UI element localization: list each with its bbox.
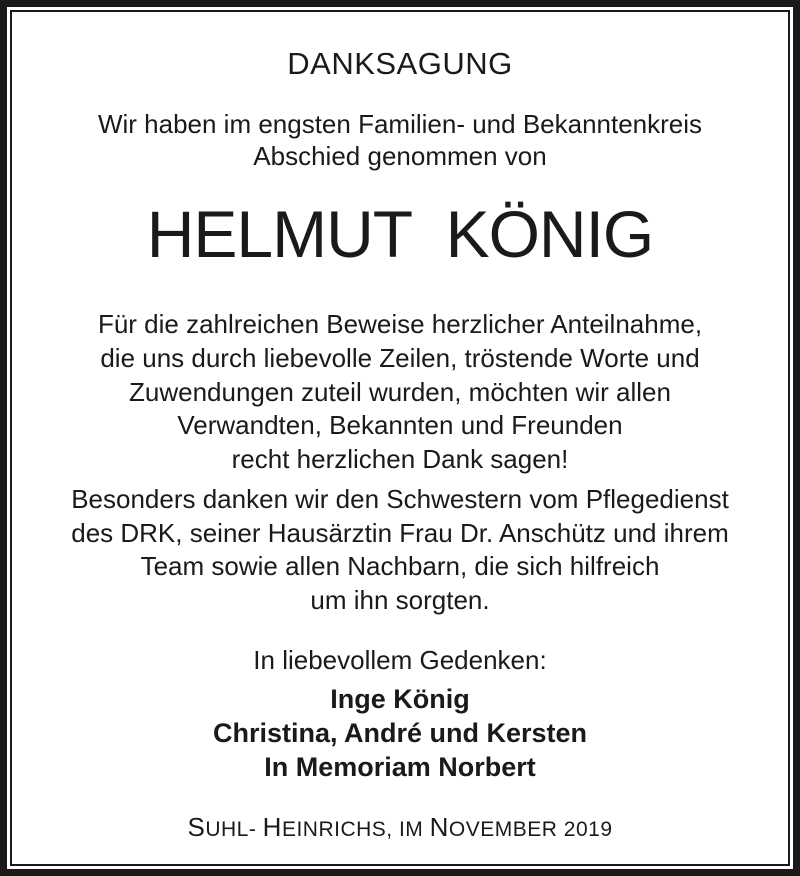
place-date-cap-3: N <box>429 812 449 842</box>
intro-line-1: Wir haben im engsten Familien- und Bekanntenkreis <box>97 109 703 139</box>
place-date-rest-2: EINRICHS, IM <box>281 818 430 841</box>
family-line-2: Christina, André und Kersten <box>212 718 588 748</box>
deceased-name: HELMUT KÖNIG <box>146 197 654 271</box>
place-date <box>12 812 788 843</box>
special-thanks-line-4: um ihn sorgten. <box>310 585 490 615</box>
special-thanks-line-3: Team sowie allen Nachbarn, die sich hilfreich <box>140 551 660 581</box>
remembrance-line: In liebevollem Gedenken: <box>253 645 547 675</box>
obituary-notice <box>12 12 788 864</box>
place-date-cap-2: H <box>262 812 282 842</box>
thanks-line-4: Verwandten, Bekannten und Freunden <box>177 410 623 440</box>
place-date-cap-1: S <box>187 812 206 842</box>
thanks-line-1: Für die zahlreichen Beweise herzlicher Anteilnahme, <box>97 309 703 339</box>
thanks-line-5: recht herzlichen Dank sagen! <box>231 444 569 474</box>
place-date-rest-3: OVEMBER 2019 <box>448 818 613 841</box>
notice-heading: DANKSAGUNG <box>287 46 513 81</box>
family-line-1: Inge König <box>330 684 470 714</box>
place-date-hyphen: - <box>248 818 263 841</box>
place-date-rest-1: UHL <box>205 818 249 841</box>
thanks-line-3: Zuwendungen zuteil wurden, möchten wir allen <box>129 377 671 407</box>
special-thanks-line-2: des DRK, seiner Hausärztin Frau Dr. Anschütz und ihrem <box>71 518 729 548</box>
intro-line-2: Abschied genommen von <box>253 141 547 171</box>
thanks-line-2: die uns durch liebevolle Zeilen, tröstende Worte und <box>100 343 700 373</box>
special-thanks-line-1: Besonders danken wir den Schwestern vom Pflegedienst <box>71 484 729 514</box>
family-line-3: In Memoriam Norbert <box>264 752 536 782</box>
